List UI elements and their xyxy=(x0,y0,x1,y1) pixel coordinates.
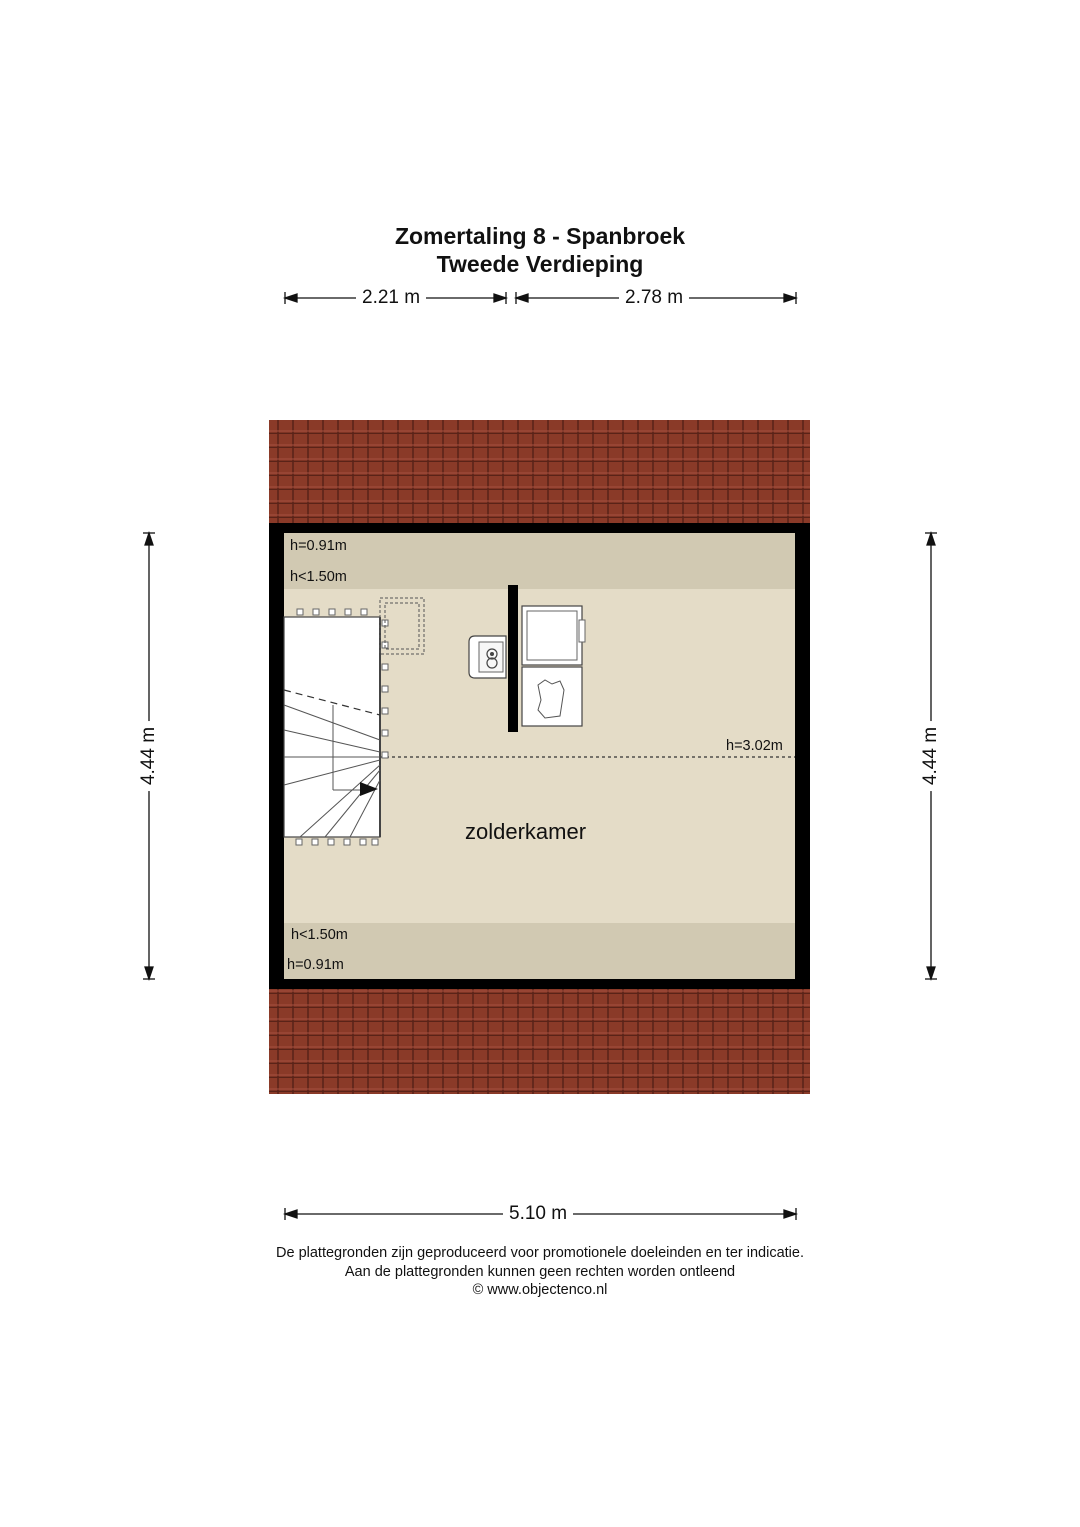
dimension-right: 4.44 m xyxy=(920,721,942,791)
copyright-line: © www.objectenco.nl xyxy=(472,1282,608,1298)
height-note-ridge: h=3.02m xyxy=(726,738,783,754)
room-label: zolderkamer xyxy=(465,819,587,844)
dimension-left: 4.44 m xyxy=(138,721,160,791)
roof-tiles-top xyxy=(269,420,810,524)
property-title: Zomertaling 8 - Spanbroek xyxy=(394,223,686,249)
height-note-bottom-outer: h=0.91m xyxy=(287,957,344,973)
dimension-top-left: 2.21 m xyxy=(356,287,426,309)
low-ceiling-zone-bottom xyxy=(284,923,795,979)
dryer xyxy=(522,667,582,726)
height-note-top-inner: h<1.50m xyxy=(290,569,347,585)
height-note-top-outer: h=0.91m xyxy=(290,538,347,554)
disclaimer-line-2: Aan de plattegronden kunnen geen rechten worden ontleend xyxy=(344,1264,736,1280)
disclaimer-line-1: De plattegronden zijn geproduceerd voor promotionele doeleinden en ter indicatie. xyxy=(276,1245,804,1261)
staircase xyxy=(284,609,388,845)
height-note-bottom-inner: h<1.50m xyxy=(291,927,348,943)
washing-machine xyxy=(522,606,585,665)
floor-title: Tweede Verdieping xyxy=(436,251,644,277)
boiler xyxy=(469,636,506,678)
roof-tiles-bottom xyxy=(269,988,810,1094)
partition-wall xyxy=(508,585,518,732)
dimension-bottom: 5.10 m xyxy=(503,1203,573,1225)
dimension-top-right: 2.78 m xyxy=(619,287,689,309)
low-ceiling-zone-top xyxy=(284,533,795,589)
